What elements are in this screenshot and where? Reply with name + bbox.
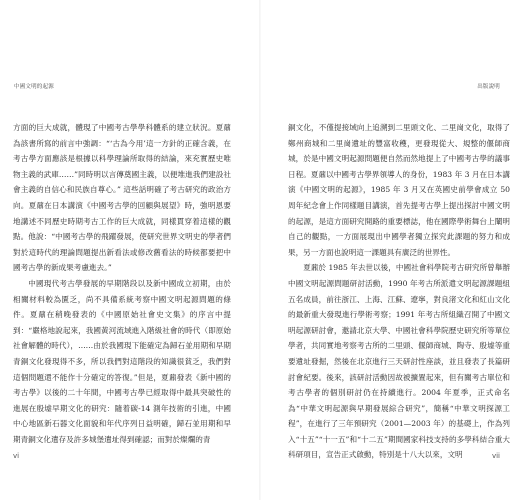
body-paragraph: 夏鼐於 1985 年去世以後，中國社會科學院考古研究所曾舉辦中國文明起源問題研討活動，1990 年考古所派遣文明起源課題組五名成員，前往浙江、上海、江蘇、遼寧，對良渚文化和紅山文化的最新重大發現進行學術考察；1991 年考古所組織召開了中國文明起源研討會，邀請北京大學、中國社會科學院歷史研究所等單位學者，共同實地考察考古所的二里頭、偃師商城、陶寺、殷墟等重要遺址發掘，然後在北京進行三天研討性座談，並且發表了長篇研討會紀要。後來，該研討活動因故被擴置起來，但有關考古單位和考古學者的個別研討仍在持續進行。2004 年夏季，正式命名為“中華文明起源與早期發展綜合研究”，簡稱“中華文明探源工程”，在進行了三年預研究（2001—2003 年）的基礎上，作為列入“十五”“十一五”和“十二五”期間國家科技支持的多學科結合重大科研項目，宣告正式啟動，特別是十八大以來，文明 — [288, 263, 510, 460]
body-paragraph: 中國現代考古學發展的早期階段以及新中國成立初期，由於相關材料較為匱乏，尚不具備系統考察中國文明起源問題的條件。夏鼐在稍晚發表的《中國原始社會史文集》的序言中提到：“嚴格地說起來，我國黃河流域進入階級社會的時代（即原始社會解體的時代），……由於我國現下能確定為歸石並用期和早期青銅文化發現得不多，所以我們對這階段的知識很貧乏，我們對這個問題還不能作十分確定的答復。”但是，夏鼐發表《新中國的考古學》以後的二十年間，中國考古學已經取得中最具突破性的進展在殷墟早期文化的研究：隨着碳-14 測年技術的引進，中國中心地區新石器文化面貌和年代序列日益明確，歸石並用期和早期青銅文化遺存及許多城堡遺址得到確認；而對於燦爛的青 — [13, 278, 231, 444]
gutter-shadow — [259, 0, 261, 500]
body-paragraph: 銅文化，不僅提接域向上追溯到二里頭文化、二里崗文化，取得了鄭州商城和二里崗遺址的豐富收穫，更發現從大、規整的偃師商城，於是中國文明起源問題便自然而然地提上了中國考古學的議事日程。夏鼐以中國考古學界領導人的身份，1983 年 3 月在日本講演《中國文明的起源》，1985 年 3 月又在英國史前學會成立 50 周年紀念會上作同樣題目講演，首先提考古學上提出探討中國文明的起源，是這方面研究開路的重要標誌，他在國際學術舞台上闡明自己的觀點，一方面展現出中國學者獨立探究此課題的努力和成果，另一方面也說明這一課題具有廣泛的世界性。 — [288, 123, 510, 257]
running-head-left: 中國文明的起源 — [14, 84, 54, 90]
page-number-left: vi — [13, 452, 20, 460]
right-page — [268, 0, 518, 500]
left-page — [8, 0, 258, 500]
left-page-body — [13, 120, 231, 447]
page-number-right: vii — [491, 452, 500, 460]
running-head-right: 出版說明 — [477, 84, 500, 90]
right-page-body — [288, 120, 510, 463]
body-paragraph: 方面的巨大成就，體現了中國考古學學科體系的建立狀況。夏鼐為該書所寫的前言中強調：“‘古為今用’這一方針的正確含義，在考古學方面應該是根據以科學理論所取得的結論，來充實歷史唯物主義的武庫……”同時明以言傳奠國主義，以便堆進我們建設社會主義的自信心和民族自尊心。” 這些話明確了考古研究的政治方向。夏鼐在日本講演《中國考古學的回顧與展望》時，強明恩要地講述不同歷史時期考古工作的巨大成就，同樣貫穿着這樣的觀點。他說：“中國考古學的飛躍發展，使研究世界文明史的學者們對於這時代的理論問題提出新看法或修改舊看法的時候都要把中國考古學的新成果考慮進去。” — [13, 123, 231, 273]
